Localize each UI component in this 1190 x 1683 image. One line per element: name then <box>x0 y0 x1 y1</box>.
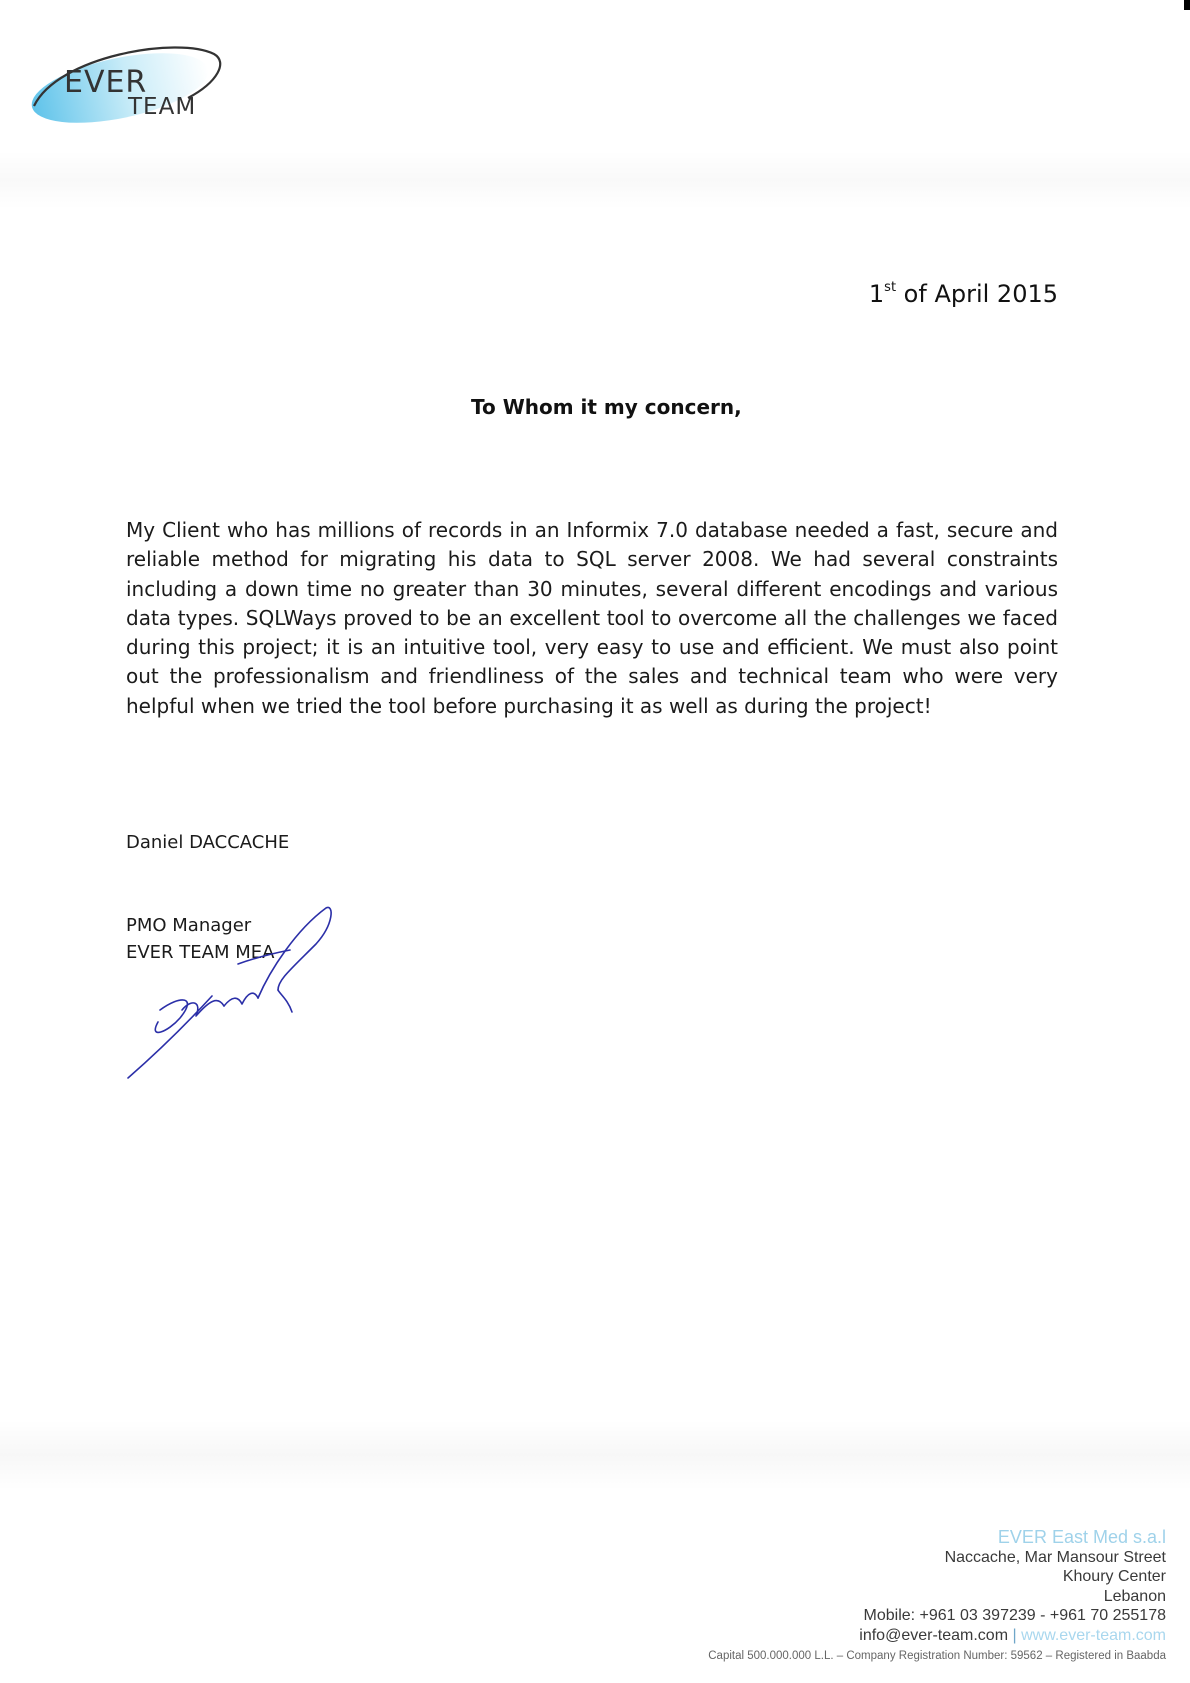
signer-name: Daniel DACCACHE <box>126 832 290 853</box>
footer-capital-line: Capital 500.000.000 L.L. – Company Registration Number: 59562 – Registered in Baabda <box>708 1650 1166 1662</box>
logo-word-ever: EVER <box>64 65 148 100</box>
date-suffix: st <box>884 280 897 295</box>
footer-country: Lebanon <box>1103 1587 1166 1605</box>
ever-team-logo <box>28 36 228 126</box>
footer-street: Naccache, Mar Mansour Street <box>944 1548 1166 1566</box>
signer-organization: EVER TEAM MEA <box>126 942 275 963</box>
footer-separator: | <box>1012 1626 1017 1644</box>
date-day: 1 <box>868 280 885 308</box>
greeting: To Whom it my concern, <box>471 395 742 419</box>
footer-website[interactable]: www.ever-team.com <box>1021 1626 1166 1644</box>
footer-mobile: Mobile: +961 03 397239 - +961 70 255178 <box>863 1607 1166 1624</box>
date-rest: of April 2015 <box>896 280 1058 308</box>
footer-email[interactable]: info@ever-team.com <box>859 1626 1009 1644</box>
logo-word-team: TEAM <box>128 94 197 120</box>
letter-body: My Client who has millions of records in an Informix 7.0 database needed a fast, secure and reliable method for migrating his data to SQL server 2008. We had several constraints including a down time no greater than 30 minutes, several different encodings and various data types. SQLWays proved to be an excellent tool to overcome all the challenges we faced during this project; it is an intuitive tool, very easy to use and efficient. We must also point out the professionalism and friendliness of the sales and technical team who were very helpful when we tried the tool before purchasing it as well as during the project! <box>126 518 1058 718</box>
handwritten-signature <box>120 900 340 1090</box>
scan-shadow-top <box>0 150 1190 210</box>
footer-company: EVER East Med s.a.l <box>997 1527 1166 1547</box>
signer-title: PMO Manager <box>126 915 252 936</box>
footer-building: Khoury Center <box>1062 1568 1166 1585</box>
footer-address <box>859 1528 1166 1645</box>
scan-edge-mark <box>1184 0 1190 10</box>
letter-date <box>869 280 1058 308</box>
footer-contact-line <box>859 1626 1166 1646</box>
scan-shadow-bottom <box>0 1420 1190 1490</box>
